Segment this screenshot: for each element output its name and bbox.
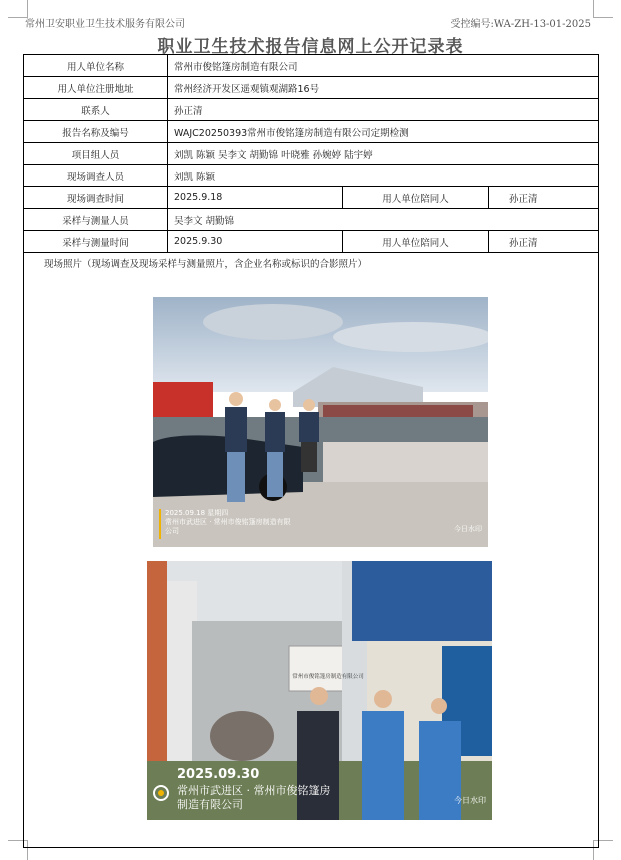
value: 孙正清 bbox=[168, 99, 599, 121]
header-company: 常州卫安职业卫生技术服务有限公司 bbox=[25, 19, 185, 30]
label: 用人单位名称 bbox=[24, 55, 168, 77]
site-survey-photo bbox=[153, 297, 488, 547]
value: 刘凯 陈颖 bbox=[168, 165, 599, 187]
label: 现场调查时间 bbox=[24, 187, 168, 209]
table-row bbox=[24, 121, 599, 143]
watermark-brand: 今日水印 bbox=[454, 525, 482, 533]
value: 常州市俊铭篷房制造有限公司 bbox=[168, 55, 599, 77]
label: 采样与测量时间 bbox=[24, 231, 168, 253]
table-row bbox=[24, 77, 599, 99]
photos-label: 现场照片（现场调查及现场采样与测量照片，含企业名称或标识的合影照片） bbox=[44, 259, 368, 270]
header-control-number: 受控编号:WA-ZH-13-01-2025 bbox=[450, 19, 591, 30]
sampling-photo bbox=[147, 561, 492, 820]
label: 用人单位陪同人 bbox=[343, 187, 489, 209]
value: 2025.9.30 bbox=[168, 231, 343, 253]
label: 现场调查人员 bbox=[24, 165, 168, 187]
table-row bbox=[24, 187, 599, 209]
watermark-location: 常州市武进区 · 常州市俊铭篷房 bbox=[177, 783, 331, 797]
value: 吴李文 胡勤锦 bbox=[168, 209, 599, 231]
table-row bbox=[24, 209, 599, 231]
company-sign: 常州市俊铭篷房制造有限公司 bbox=[292, 674, 364, 680]
value: WAJC20250393常州市俊铭篷房制造有限公司定期检测 bbox=[168, 121, 599, 143]
label: 采样与测量人员 bbox=[24, 209, 168, 231]
value: 刘凯 陈颖 吴李文 胡勤锦 叶晓雅 孙婉婷 陆宇婷 bbox=[168, 143, 599, 165]
label: 联系人 bbox=[24, 99, 168, 121]
value: 2025.9.18 bbox=[168, 187, 343, 209]
value: 孙正清 bbox=[489, 231, 599, 253]
label: 项目组人员 bbox=[24, 143, 168, 165]
watermark-date: 2025.09.30 bbox=[177, 767, 260, 782]
table-row bbox=[24, 231, 599, 253]
watermark-location: 制造有限公司 bbox=[177, 798, 243, 812]
photo-watermark bbox=[177, 766, 331, 813]
label: 报告名称及编号 bbox=[24, 121, 168, 143]
photo-watermark bbox=[165, 509, 291, 536]
table-row bbox=[24, 143, 599, 165]
page-title: 职业卫生技术报告信息网上公开记录表 bbox=[157, 37, 464, 57]
table-row bbox=[24, 55, 599, 77]
crop-mark bbox=[593, 0, 613, 18]
table-row bbox=[24, 165, 599, 187]
table-row bbox=[24, 99, 599, 121]
watermark-location: 常州市武进区 · 常州市俊铭篷房制造有限 bbox=[165, 518, 291, 527]
value: 孙正清 bbox=[489, 187, 599, 209]
watermark-brand: 今日水印 bbox=[454, 796, 486, 805]
watermark-location: 公司 bbox=[165, 527, 179, 536]
label: 用人单位陪同人 bbox=[343, 231, 489, 253]
watermark-date: 2025.09.18 星期四 bbox=[165, 509, 229, 517]
label: 用人单位注册地址 bbox=[24, 77, 168, 99]
value: 常州经济开发区遥观镇观湖路16号 bbox=[168, 77, 599, 99]
